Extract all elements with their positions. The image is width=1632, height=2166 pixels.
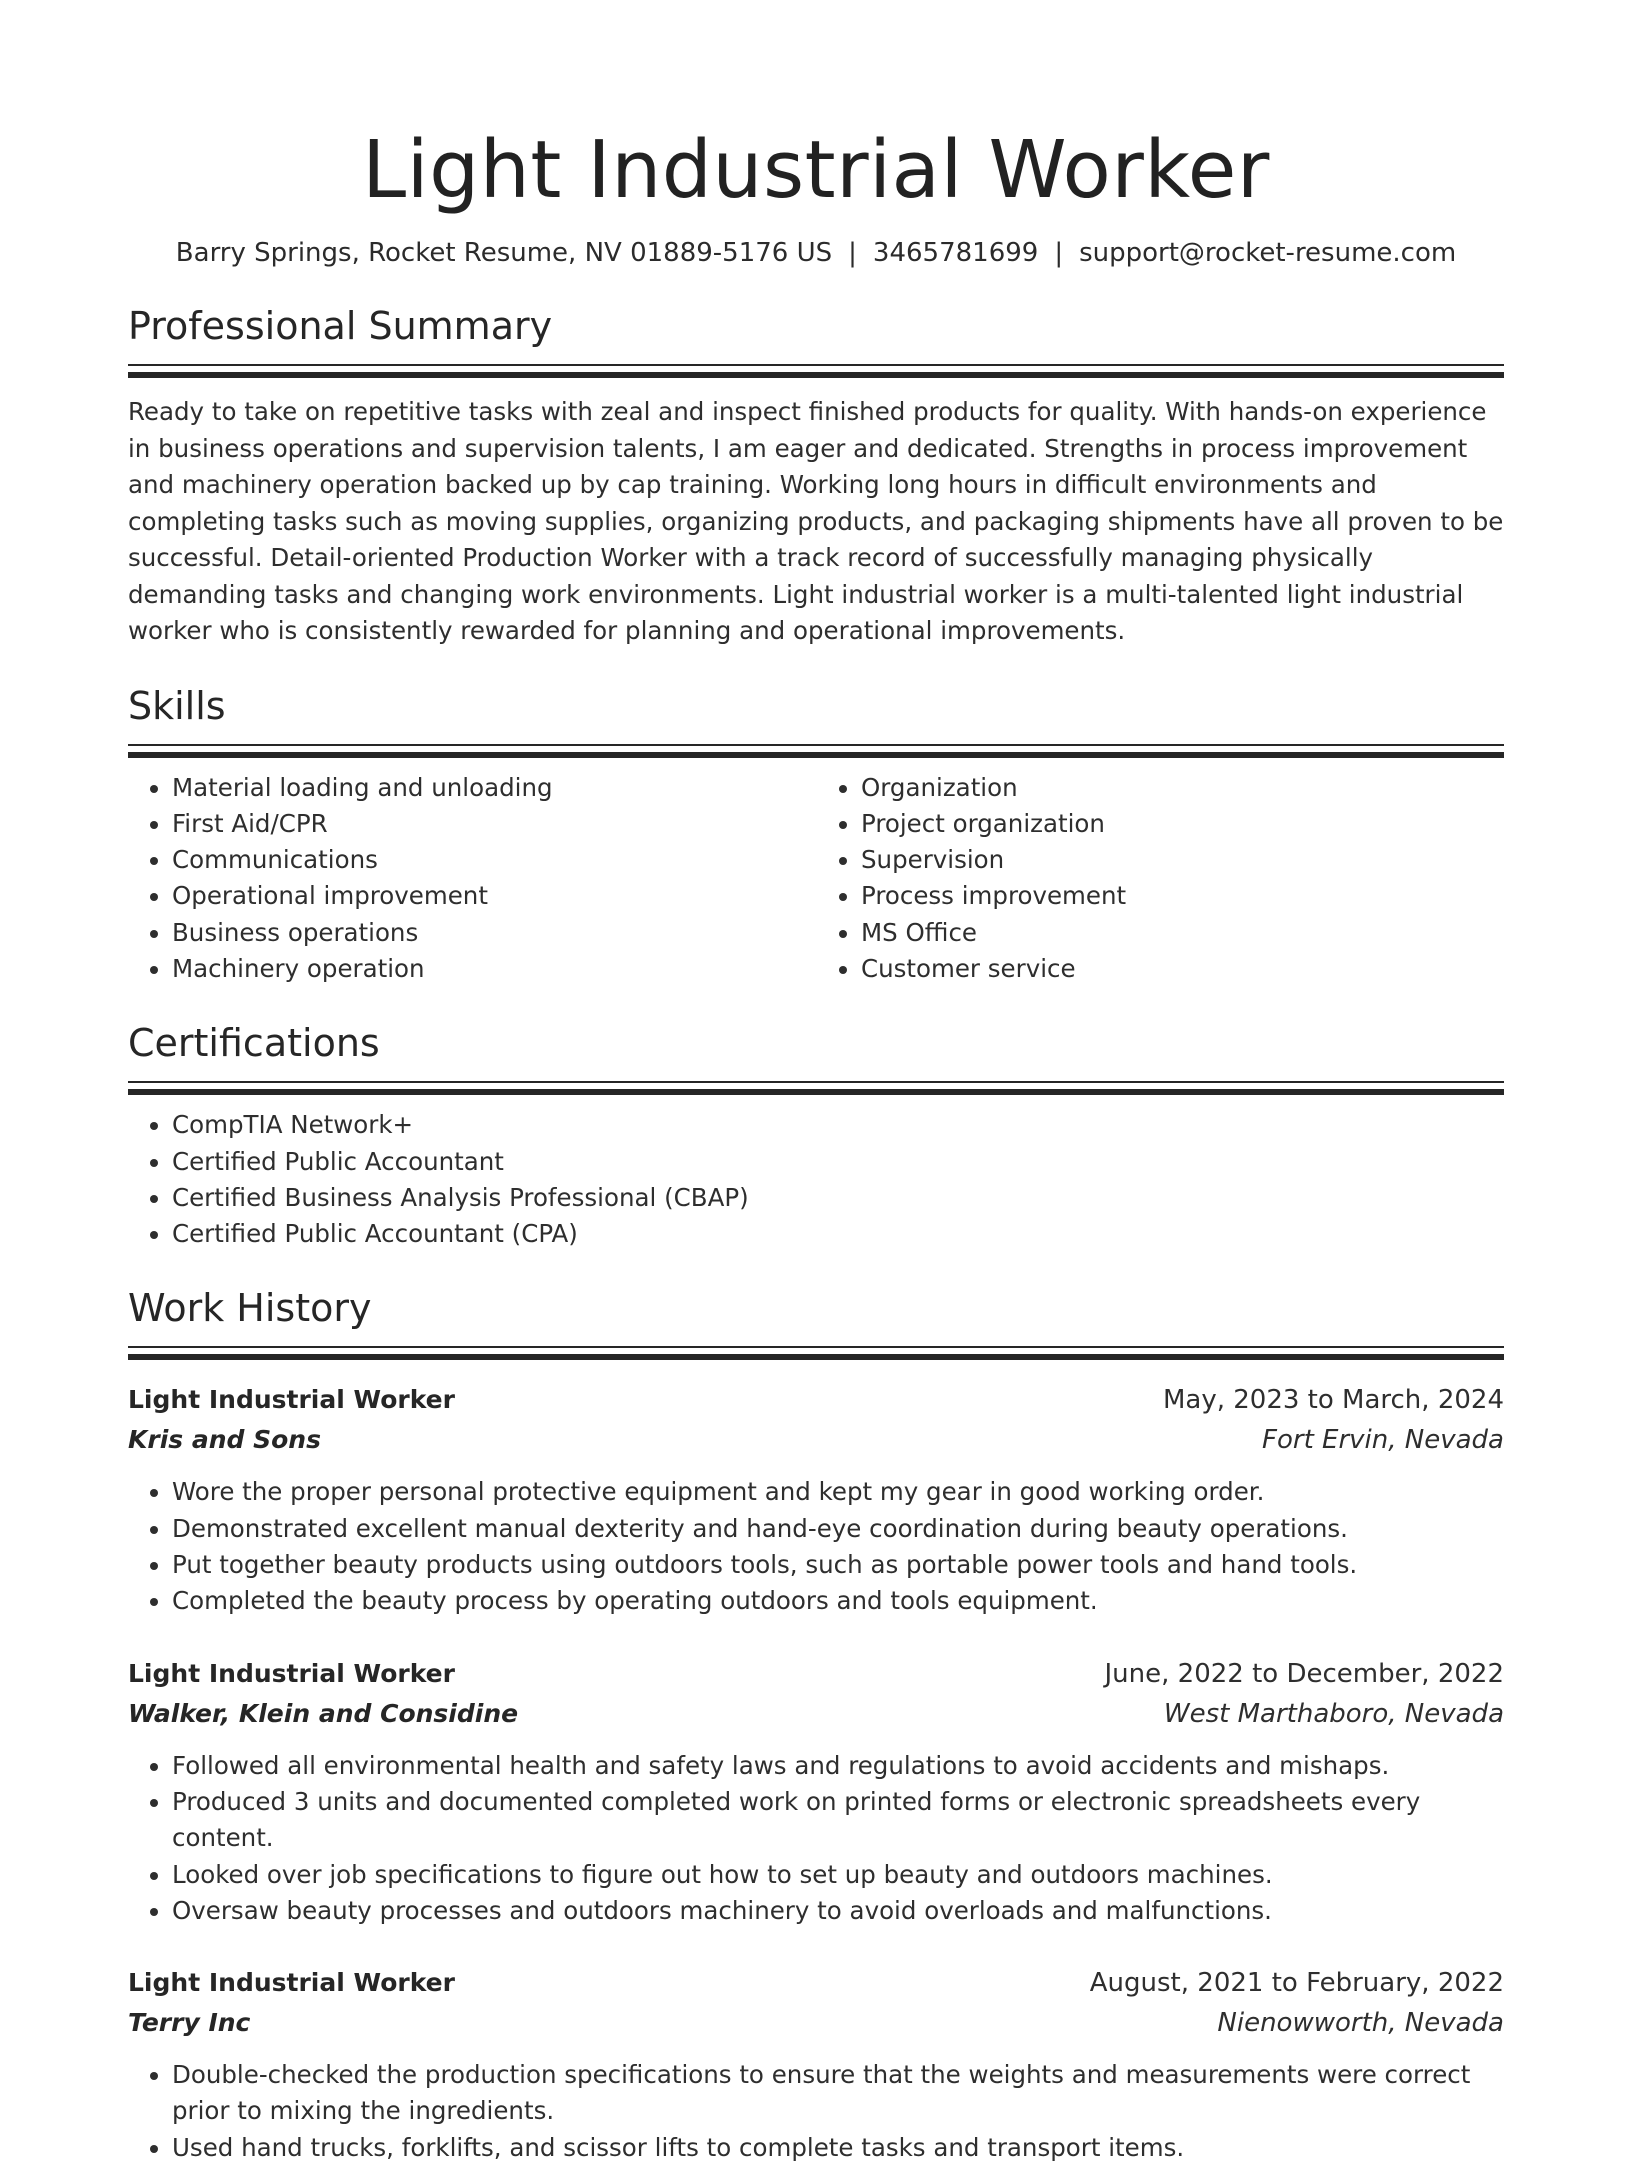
section-divider-thick: [128, 1354, 1504, 1360]
skills-section: [128, 682, 1504, 988]
job-dates: June, 2022 to December, 2022: [1104, 1658, 1504, 1689]
section-title-work-history: Work History: [128, 1286, 372, 1331]
job-entry: [128, 1654, 1504, 1929]
resume-page: [128, 0, 1504, 2166]
job-bullets: [128, 1474, 1504, 1619]
skills-grid: [128, 770, 1504, 988]
section-divider: [128, 744, 1504, 746]
section-divider: [128, 1081, 1504, 1083]
job-bullet: • Looked over job specifications to figure out how to set up beauty and outdoors machines.: [172, 1857, 1504, 1893]
job-title: Light Industrial Worker: [128, 1385, 455, 1415]
section-title-skills: Skills: [128, 683, 226, 728]
job-bullet: • Used hand trucks, forklifts, and scissor lifts to complete tasks and transport items.: [172, 2130, 1504, 2166]
skill-item: • Operational improvement: [172, 878, 815, 914]
skill-item: • Customer service: [861, 951, 1504, 987]
section-divider-thick: [128, 752, 1504, 758]
contact-separator: |: [1054, 238, 1064, 268]
certifications-list: [128, 1107, 1504, 1252]
job-bullet: • Put together beauty products using outdoors tools, such as portable power tools and hand tools.: [172, 1547, 1504, 1583]
section-divider: [128, 1346, 1504, 1348]
job-dates: May, 2023 to March, 2024: [1162, 1385, 1504, 1416]
contact-line: [128, 236, 1504, 270]
summary-section: [128, 302, 1504, 650]
job-bullet: • Followed all environmental health and safety laws and regulations to avoid accidents and mishaps.: [172, 1748, 1504, 1784]
skill-item: • First Aid/CPR: [172, 806, 815, 842]
section-divider-thick: [128, 1089, 1504, 1095]
resume-name: Light Industrial Worker: [362, 124, 1270, 216]
job-company: Kris and Sons: [128, 1425, 321, 1455]
job-bullet: • Demonstrated excellent manual dexterity and hand-eye coordination during beauty operations.: [172, 1511, 1504, 1547]
job-location: Fort Ervin, Nevada: [1262, 1425, 1504, 1456]
certification-item: • Certified Public Accountant: [172, 1144, 1504, 1180]
section-title-certifications: Certifications: [128, 1021, 380, 1066]
job-bullet: • Produced 3 units and documented completed work on printed forms or electronic spreadsheets every content.: [172, 1784, 1504, 1857]
certifications-section: [128, 1019, 1504, 1252]
job-bullet: • Completed the beauty process by operating outdoors and tools equipment.: [172, 1583, 1504, 1619]
contact-separator: |: [848, 238, 857, 268]
certification-item: • Certified Business Analysis Professional (CBAP): [172, 1180, 1504, 1216]
section-title-summary: Professional Summary: [128, 304, 553, 348]
section-divider: [128, 364, 1504, 366]
job-dates: August, 2021 to February, 2022: [1089, 1968, 1504, 1999]
certification-item: • CompTIA Network+: [172, 1107, 1504, 1143]
job-title: Light Industrial Worker: [128, 1968, 455, 1998]
skills-list-right: [815, 770, 1504, 988]
skills-list-left: [128, 770, 815, 988]
skill-item: • Material loading and unloading: [172, 770, 815, 806]
job-company: Walker, Klein and Considine: [128, 1698, 519, 1728]
job-entry: [128, 1380, 1504, 1619]
job-title: Light Industrial Worker: [128, 1658, 455, 1688]
summary-text: Ready to take on repetitive tasks with zeal and inspect finished products for quality. With hands-on experience in business operations and supervision talents, I am eager and dedicated. Strengths in process improvement and machinery operation backed up by cap training. Working long hours in difficult environments and completing tasks such as moving supplies, organizing products, and packaging shipments have all proven to be successful. Detail-oriented Production Worker with a track record of successfully managing physically demanding tasks and changing work environments. Light industrial worker is a multi-talented light industrial worker who is consistently rewarded for planning and operational improvements.: [128, 397, 1504, 645]
work-history-section: [128, 1284, 1504, 2166]
job-bullet: • Double-checked the production specifications to ensure that the weights and measurements were correct prior to mixing the ingredients.: [172, 2057, 1504, 2130]
job-bullets: [128, 1748, 1504, 1929]
skill-item: • Business operations: [172, 915, 815, 951]
skill-item: • MS Office: [861, 915, 1504, 951]
job-location: West Marthaboro, Nevada: [1163, 1698, 1504, 1729]
contact-phone: 3465781699: [872, 238, 1039, 268]
job-location: Nienowworth, Nevada: [1217, 2008, 1504, 2039]
skill-item: • Organization: [861, 770, 1504, 806]
contact-address: Barry Springs, Rocket Resume, NV 01889-5176 US: [175, 238, 833, 268]
skill-item: • Communications: [172, 842, 815, 878]
skill-item: • Process improvement: [861, 878, 1504, 914]
skill-item: • Project organization: [861, 806, 1504, 842]
contact-email: support@rocket-resume.com: [1079, 238, 1457, 268]
skill-item: • Machinery operation: [172, 951, 815, 987]
job-company: Terry Inc: [128, 2008, 251, 2038]
job-bullet: • Oversaw beauty processes and outdoors machinery to avoid overloads and malfunctions.: [172, 1893, 1504, 1929]
job-entry: [128, 1963, 1504, 2166]
section-divider-thick: [128, 372, 1504, 378]
certification-item: • Certified Public Accountant (CPA): [172, 1216, 1504, 1252]
job-bullet: • Wore the proper personal protective equipment and kept my gear in good working order.: [172, 1474, 1504, 1510]
skill-item: • Supervision: [861, 842, 1504, 878]
